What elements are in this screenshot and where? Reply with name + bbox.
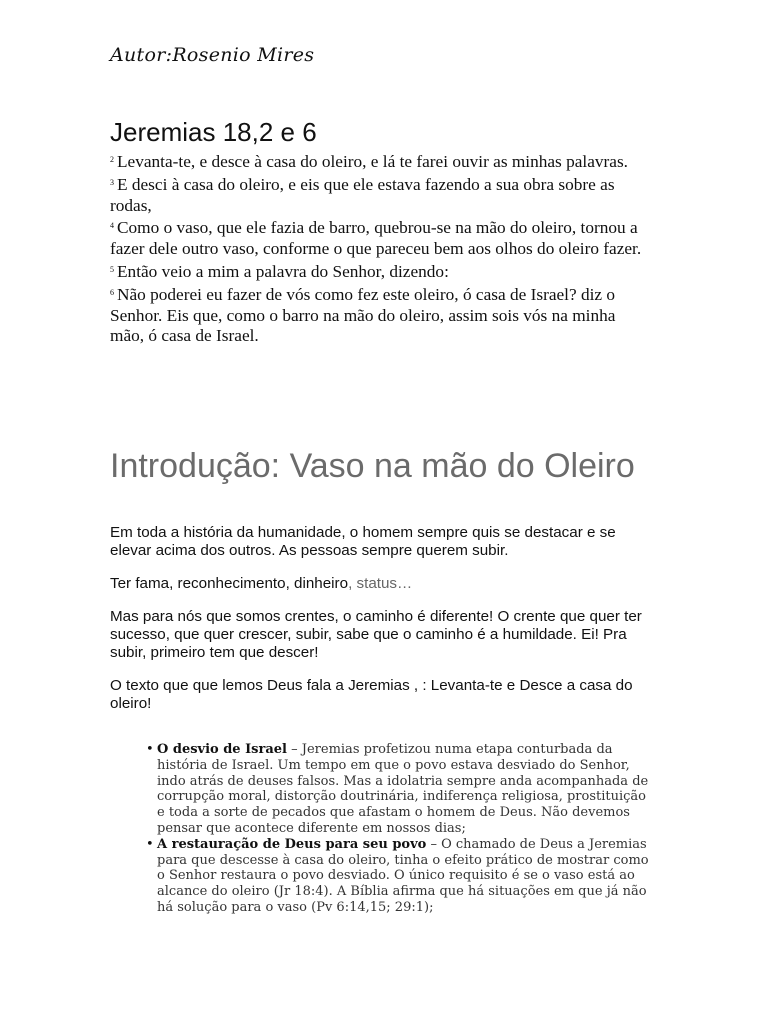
- list-item: [146, 742, 652, 837]
- paragraph: Em toda a história da humanidade, o homem sempre quis se destacar e se elevar acima dos outros. As pessoas sempre querem subir.: [110, 524, 616, 559]
- verses-block: [110, 150, 650, 347]
- verse-text: Não poderei eu fazer de vós como fez este oleiro, ó casa de Israel? diz o Senhor. Eis que, como o barro na mão do oleiro, assim sois vós na minha mão, ó casa de Israel.: [110, 284, 616, 346]
- paragraph: O texto que que lemos Deus fala a Jeremias , : Levanta-te e Desce a casa do oleiro!: [110, 677, 633, 712]
- verse-text: Levanta-te, e desce à casa do oleiro, e lá te farei ouvir as minhas palavras.: [117, 152, 628, 171]
- verse-text: Como o vaso, que ele fazia de barro, quebrou-se na mão do oleiro, tornou a fazer dele outro vaso, conforme o que pareceu bem aos olhos do oleiro fazer.: [110, 218, 642, 259]
- verse-number: 5: [110, 264, 114, 274]
- verse-number: 4: [110, 221, 114, 231]
- intro-body: [110, 524, 650, 728]
- status-text: , status…: [348, 575, 413, 592]
- paragraph-text: Ter fama, reconhecimento, dinheiro: [110, 575, 349, 592]
- verse-text: E desci à casa do oleiro, e eis que ele estava fazendo a sua obra sobre as rodas,: [110, 174, 615, 215]
- paragraph: [110, 575, 650, 593]
- bullet-icon: •: [146, 836, 154, 852]
- bullet-lead: O desvio de Israel: [157, 742, 287, 757]
- verse: [110, 216, 650, 260]
- verse-number: 2: [110, 155, 114, 164]
- page-title: Jeremias 18,2 e 6: [110, 117, 317, 148]
- verse: [110, 260, 650, 283]
- verse: [110, 150, 650, 173]
- bullet-list: [146, 742, 652, 916]
- verse: [110, 283, 650, 347]
- paragraph: Mas para nós que somos crentes, o caminho é diferente! O crente que quer ter sucesso, que quer crescer, subir, sabe que o caminho é a humildade. Ei! Pra subir, primeiro tem que descer!: [110, 608, 642, 661]
- list-item: [146, 837, 652, 916]
- verse-number: 3: [110, 177, 114, 187]
- bullet-text: – Jeremias profetizou numa etapa conturbada da história de Israel. Um tempo em que o povo estava desviado do Senhor, indo atrás de deuses falsos. Mas a idolatria sempre anda acompanhada de corrupção moral, distorção doutrinária, indiferença religiosa, prostituição e toda a sorte de pecados que afastam o homem de Deus. Não devemos pensar que acontece diferente em nossos dias;: [157, 742, 649, 836]
- verse-text: Então veio a mim a palavra do Senhor, dizendo:: [117, 261, 449, 281]
- bullet-text: – O chamado de Deus a Jeremias para que descesse à casa do oleiro, tinha o efeito prático de mostrar como o Senhor restaura o povo desviado. O único requisito é se o vaso está ao alcance do oleiro (Jr 18:4). A Bíblia afirma que há situações em que já não há solução para o vaso (Pv 6:14,15; 29:1);: [157, 836, 649, 915]
- bullet-lead: A restauração de Deus para seu povo: [157, 836, 427, 852]
- author-line: Autor:Rosenio Mires: [110, 44, 315, 66]
- bullet-icon: •: [146, 742, 154, 757]
- verse-number: 6: [110, 287, 114, 297]
- intro-heading: Introdução: Vaso na mão do Oleiro: [110, 447, 635, 486]
- verse: [110, 173, 650, 217]
